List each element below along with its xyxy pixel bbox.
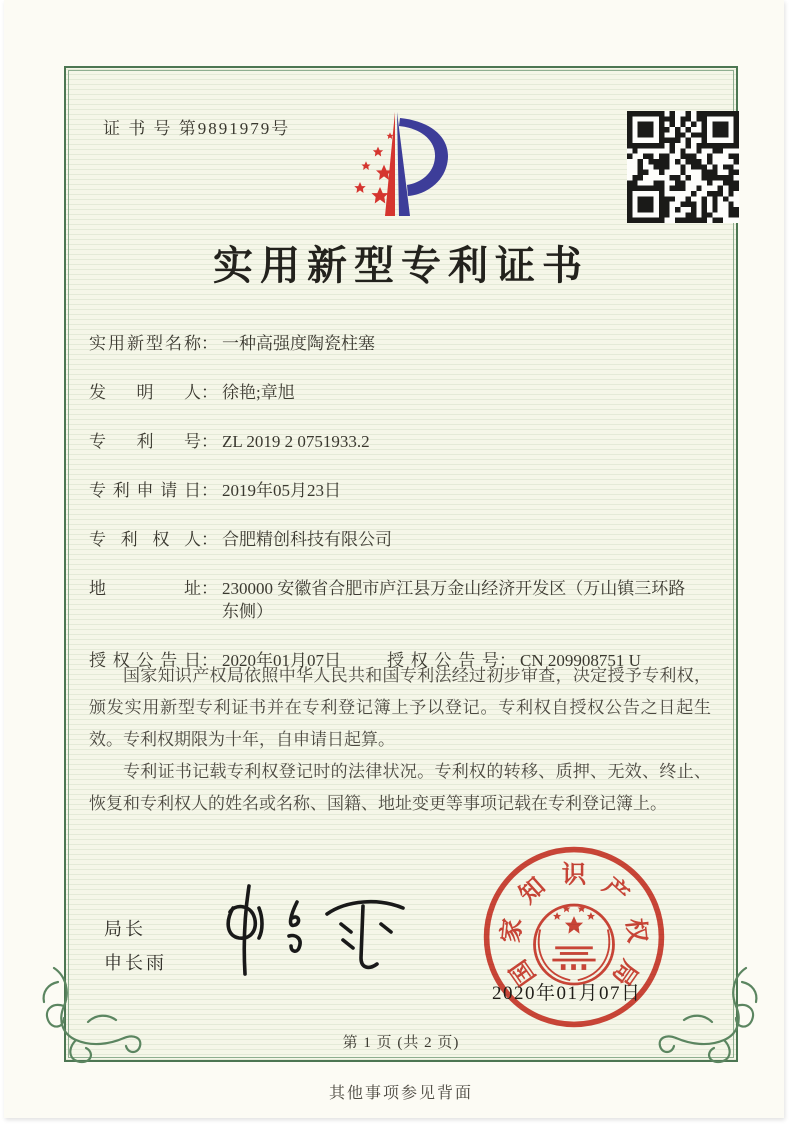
field-label: 专利申请日 — [89, 481, 201, 500]
certificate-title: 实用新型专利证书 — [213, 243, 589, 288]
field-row-filing-date — [89, 479, 713, 502]
cnipa-logo-icon — [338, 96, 470, 228]
seal-char: 国 — [505, 954, 542, 991]
seal-char: 权 — [620, 916, 651, 945]
seal-char: 产 — [597, 872, 634, 910]
field-label: 专利权人 — [89, 530, 201, 549]
field-colon: ： — [201, 579, 218, 598]
field-row-inventors — [89, 381, 713, 404]
field-colon: ： — [201, 651, 218, 670]
field-row-patentee — [89, 528, 713, 551]
page-number: 第 1 页 (共 2 页) — [342, 1035, 460, 1051]
field-colon: ： — [201, 530, 218, 549]
legal-text — [89, 660, 711, 820]
legal-paragraph: 国家知识产权局依照中华人民共和国专利法经过初步审查，决定授予专利权，颁发实用新型专利证书并在专利登记簿上予以登记。专利权自授权公告之日起生效。专利权期限为十年，自申请日起算。 — [89, 666, 711, 749]
field-colon: ： — [201, 383, 218, 402]
field-value: 一种高强度陶瓷柱塞 — [222, 334, 375, 353]
commissioner-signature-script — [215, 878, 415, 980]
field-label: 地址 — [89, 579, 201, 598]
seal-char: 知 — [514, 872, 551, 910]
field-value: 徐艳;章旭 — [222, 383, 295, 402]
field-label: 授权公告号 — [387, 651, 499, 670]
field-label: 专利号 — [89, 432, 201, 451]
field-value: 230000 安徽省合肥市庐江县万金山经济开发区（万山镇三环路东侧） — [222, 579, 686, 621]
field-colon: ： — [201, 481, 218, 500]
field-label: 发明人 — [89, 383, 201, 402]
field-value: CN 209908751 U — [520, 651, 641, 670]
field-row-patent-number — [89, 430, 713, 453]
back-side-note: 其他事项参见背面 — [328, 1085, 473, 1102]
certificate-number: 证 书 号 第9891979号 — [103, 119, 291, 138]
qr-canvas — [627, 111, 739, 223]
qr-code — [627, 111, 739, 223]
field-label: 实用新型名称 — [89, 334, 201, 353]
field-value: 合肥精创科技有限公司 — [222, 530, 392, 549]
field-row-utility-model-name — [89, 332, 713, 355]
national-emblem-icon — [535, 905, 614, 984]
patent-fields — [89, 332, 713, 698]
legal-paragraph: 专利证书记载专利权登记时的法律状况。专利权的转移、质押、无效、终止、恢复和专利权人的姓名或名称、国籍、地址变更等事项记载在专利登记簿上。 — [89, 762, 711, 813]
seal-char: 识 — [561, 861, 587, 889]
field-colon: ： — [201, 334, 218, 353]
field-value: ZL 2019 2 0751933.2 — [222, 432, 370, 451]
seal-char: 家 — [497, 916, 528, 945]
field-value: 2019年05月23日 — [222, 481, 341, 500]
commissioner-name: 申长雨 — [104, 953, 167, 973]
field-colon: ： — [201, 432, 218, 451]
field-row-address — [89, 577, 713, 623]
seal-date: 2020年01月07日 — [492, 983, 642, 1004]
commissioner-block — [104, 912, 167, 980]
commissioner-title: 局长 — [104, 919, 146, 939]
seal-char: 局 — [606, 954, 643, 991]
field-label: 授权公告日 — [89, 651, 201, 670]
field-value: 2020年01月07日 — [222, 651, 341, 670]
field-colon: ： — [499, 651, 516, 670]
